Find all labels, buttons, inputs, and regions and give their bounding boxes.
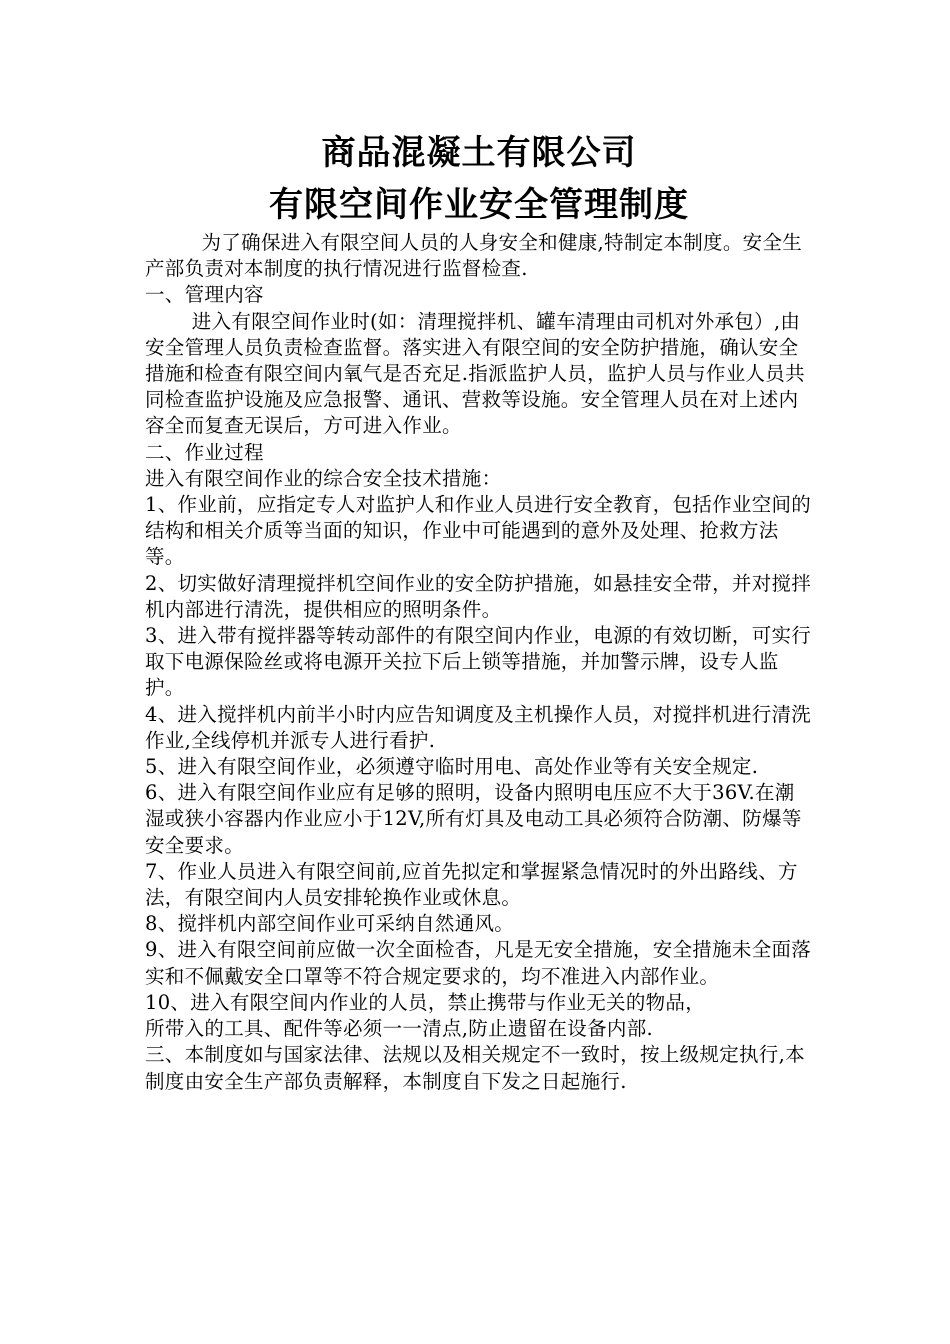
list-item-6: 6、进入有限空间作业应有足够的照明，设备内照明电压应不大于36V.在潮湿或狭小容器内作业应小于12V,所有灯具及电动工具必须符合防潮、防爆等安全要求。 — [145, 781, 802, 857]
list-item-10: 10、进入有限空间内作业的人员，禁止携带与作业无关的物品， — [145, 990, 706, 1014]
list-item-3: 3、进入带有搅拌器等转动部件的有限空间内作业，电源的有效切断，可实行取下电源保险丝或将电源开关拉下后上锁等措施，并加警示牌，设专人监护。 — [145, 624, 812, 700]
company-title: 商品混凝土有限公司 — [321, 133, 637, 173]
list-item-4: 4、进入搅拌机内前半小时内应告知调度及主机操作人员，对搅拌机进行清洗作业,全线停机并派专人进行看护. — [145, 702, 812, 752]
list-item-8: 8、搅拌机内部空间作业可采纳自然通风。 — [145, 912, 515, 936]
management-paragraph: 进入有限空间作业时(如：清理搅拌机、罐车清理由司机对外承包）,由安全管理人员负责检查监督。落实进入有限空间的安全防护措施，确认安全措施和检查有限空间内氧气是否充足.指派监护人员，监护人员与作业人员共同检查监护设施及应急报警、通讯、营救等设施。安全管理人员在对上述内容全而复查无误后，方可进入作业。 — [145, 309, 805, 438]
document-title: 有限空间作业安全管理制度 — [269, 185, 689, 225]
list-item-5: 5、进入有限空间作业，必须遵守临时用电、高处作业等有关安全规定. — [145, 755, 759, 779]
document-body — [145, 230, 813, 1095]
document-page — [145, 128, 813, 1095]
list-item-1: 1、作业前，应指定专人对监护人和作业人员进行安全教育，包括作业空间的结构和相关介质等当面的知识，作业中可能遇到的意外及处理、抢救方法等。 — [145, 493, 812, 569]
list-item-2: 2、切实做好清理搅拌机空间作业的安全防护措施，如悬挂安全带，并对搅拌机内部进行清洗，提供相应的照明条件。 — [145, 571, 812, 621]
section-heading-closing: 三、本制度如与国家法律、法规以及相关规定不一致时，按上级规定执行,本制度由安全生产部负责解释，本制度自下发之日起施行. — [145, 1043, 805, 1093]
section-heading-management: 一、管理内容 — [145, 283, 264, 307]
list-item-10-continued: 所带入的工具、配件等必须一一清点,防止遗留在设备内部. — [145, 1017, 653, 1041]
section-heading-process: 二、作业过程 — [145, 440, 264, 464]
list-item-7: 7、作业人员进入有限空间前,应首先拟定和掌握紧急情况时的外出路线、方法，有限空间内人员安排轮换作业或休息。 — [145, 859, 798, 910]
list-item-9: 9、进入有限空间前应做一次全面检杳，凡是无安全措施，安全措施未全面落实和不佩戴安全口罩等不符合规定要求的，均不准进入内部作业。 — [145, 938, 812, 988]
intro-paragraph: 为了确保进入有限空间人员的人身安全和健康,特制定本制度。安全生产部负责对本制度的执行情况进行监督检查. — [145, 231, 803, 281]
measures-heading: 进入有限空间作业的综合安全技术措施： — [145, 466, 502, 490]
